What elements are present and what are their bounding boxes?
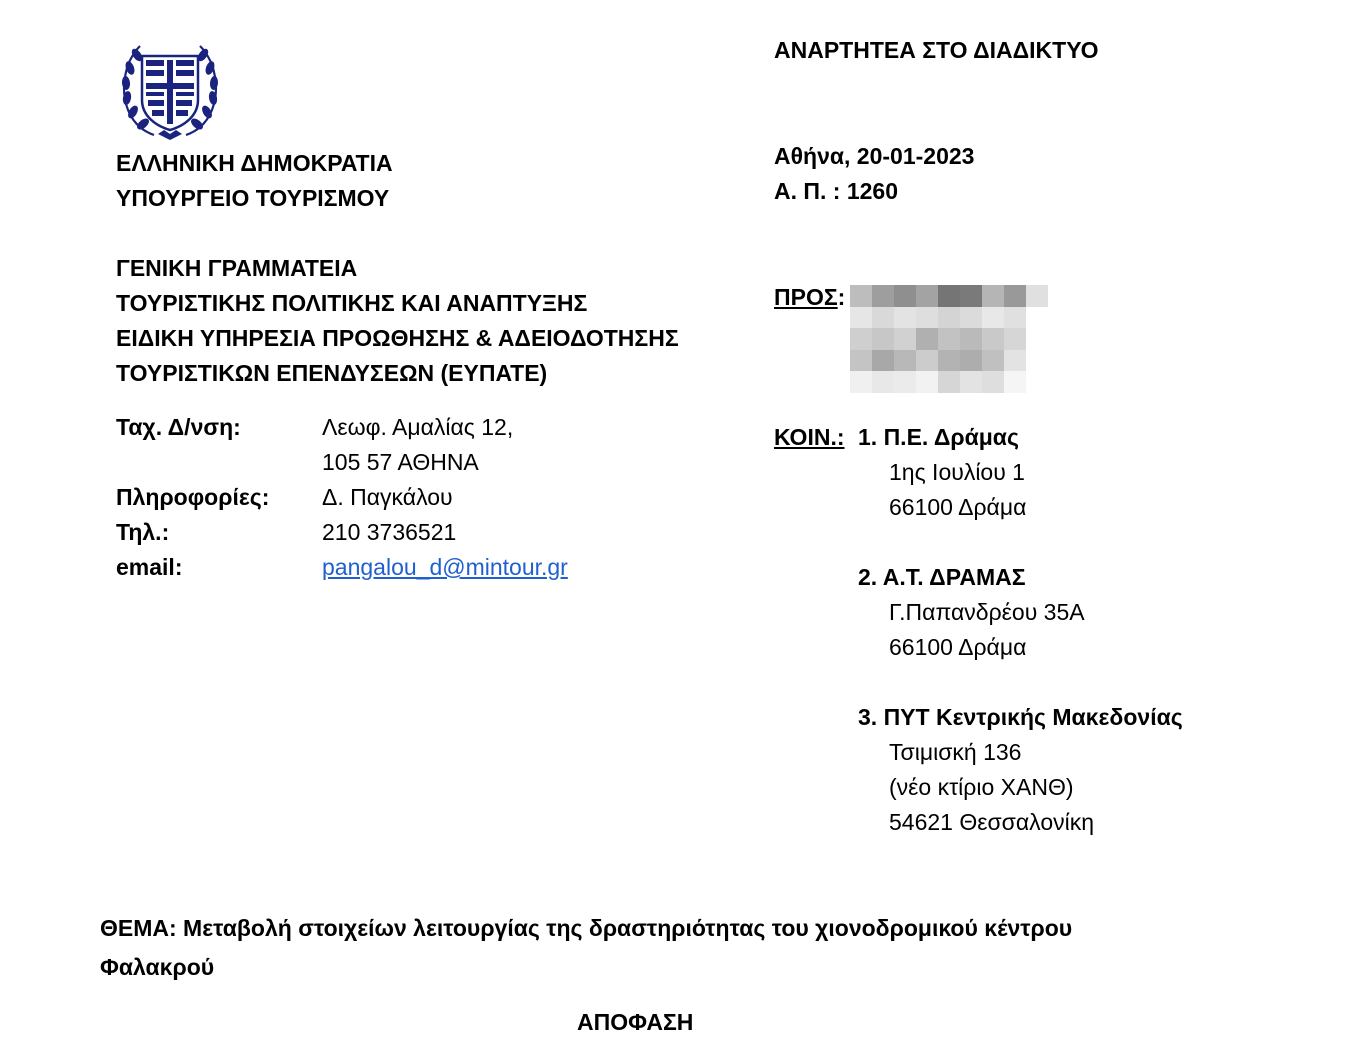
cc-item-title: 2. Α.Τ. ΔΡΑΜΑΣ bbox=[858, 564, 1026, 590]
to-label-text: ΠΡΟΣ bbox=[774, 284, 838, 310]
protocol-line: Α. Π. : 1260 bbox=[774, 178, 898, 204]
posting-notice: ΑΝΑΡΤΗΤΕΑ ΣΤΟ ΔΙΑΔΙΚΤΥΟ bbox=[774, 37, 1099, 63]
date-line: Αθήνα, 20-01-2023 bbox=[774, 143, 975, 169]
cc-item-line: 66100 Δράμα bbox=[889, 634, 1027, 660]
cc-item-line: 1ης Ιουλίου 1 bbox=[889, 459, 1025, 485]
department-line: ΤΟΥΡΙΣΤΙΚΗΣ ΠΟΛΙΤΙΚΗΣ ΚΑΙ ΑΝΑΠΤΥΞΗΣ bbox=[116, 290, 588, 316]
cc-label bbox=[774, 420, 845, 455]
coat-of-arms-icon bbox=[118, 38, 222, 144]
address-label: Ταχ. Δ/νση: bbox=[116, 414, 241, 440]
info-value: Δ. Παγκάλου bbox=[322, 484, 453, 510]
department-line: ΤΟΥΡΙΣΤΙΚΩΝ ΕΠΕΝΔΥΣΕΩΝ (ΕΥΠΑΤΕ) bbox=[116, 360, 548, 386]
phone-label: Τηλ.: bbox=[116, 519, 170, 545]
to-colon: : bbox=[837, 284, 846, 310]
cc-label-text: ΚΟΙΝ.: bbox=[774, 424, 845, 450]
subject-line: Φαλακρού bbox=[100, 954, 215, 980]
info-label: Πληροφορίες: bbox=[116, 484, 270, 510]
cc-item-line: Γ.Παπανδρέου 35Α bbox=[889, 599, 1085, 625]
address-line: 105 57 ΑΘΗΝΑ bbox=[322, 449, 479, 475]
department-line: ΕΙΔΙΚΗ ΥΠΗΡΕΣΙΑ ΠΡΟΩΘΗΣΗΣ & ΑΔΕΙΟΔΟΤΗΣΗΣ bbox=[116, 325, 679, 351]
address-line: Λεωφ. Αμαλίας 12, bbox=[322, 414, 514, 440]
republic-title: ΕΛΛΗΝΙΚΗ ΔΗΜΟΚΡΑΤΙΑ bbox=[116, 150, 393, 176]
cc-item-line: Τσιμισκή 136 bbox=[889, 739, 1022, 765]
email-link[interactable]: pangalou_d@mintour.gr bbox=[322, 554, 568, 580]
subject-line: ΘΕΜΑ: Μεταβολή στοιχείων λειτουργίας της δραστηριότητας του χιονοδρομικού κέντρου bbox=[100, 915, 1073, 941]
cc-item-title: 1. Π.Ε. Δράμας bbox=[858, 424, 1019, 450]
email-label: email: bbox=[116, 554, 183, 580]
decision-heading: ΑΠΟΦΑΣΗ bbox=[577, 1009, 694, 1035]
cc-item-line: 54621 Θεσσαλονίκη bbox=[889, 809, 1095, 835]
phone-value: 210 3736521 bbox=[322, 519, 457, 545]
cc-item-line: 66100 Δράμα bbox=[889, 494, 1027, 520]
ministry-title: ΥΠΟΥΡΓΕΙΟ ΤΟΥΡΙΣΜΟΥ bbox=[116, 185, 390, 211]
to-label bbox=[774, 280, 845, 315]
cc-item-title: 3. ΠΥΤ Κεντρικής Μακεδονίας bbox=[858, 704, 1183, 730]
department-line: ΓΕΝΙΚΗ ΓΡΑΜΜΑΤΕΙΑ bbox=[116, 255, 358, 281]
redacted-recipient bbox=[850, 285, 1048, 393]
cc-item-line: (νέο κτίριο ΧΑΝΘ) bbox=[889, 774, 1074, 800]
